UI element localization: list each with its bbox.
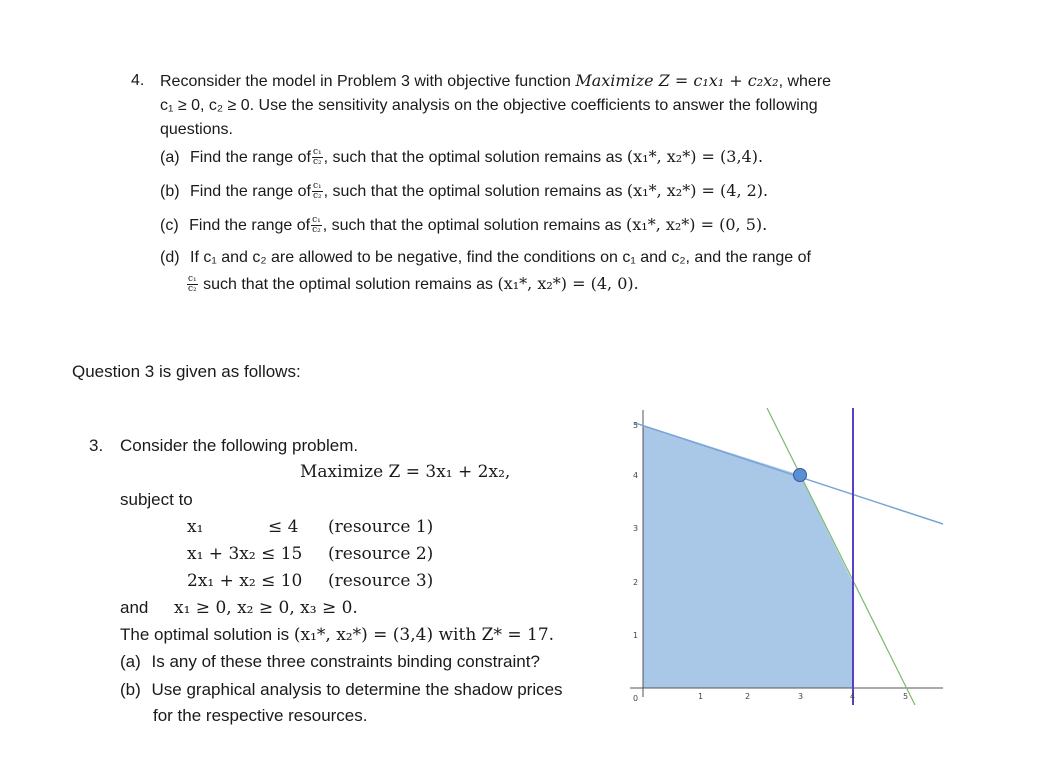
ratio-denominator: c₂	[312, 157, 322, 168]
y-tick-2: 2	[633, 578, 639, 587]
ratio-fraction	[187, 275, 198, 294]
ratio-numerator: c₁	[188, 274, 197, 285]
x-tick-1: 1	[698, 692, 704, 701]
problem4-part-a	[160, 147, 763, 168]
part-d-label: (d)	[160, 249, 180, 266]
y-tick-4: 4	[633, 471, 639, 480]
ratio-fraction	[312, 182, 323, 201]
problem4-part-d-line1	[160, 248, 811, 268]
x-tick-3: 3	[798, 692, 804, 701]
feasible-region	[643, 425, 853, 688]
problem3-and: and	[120, 598, 149, 617]
part-d-suffix: such that the optimal solution remains as	[203, 276, 494, 293]
optimal-point	[794, 469, 807, 482]
problem3-subject-to: subject to	[120, 490, 193, 509]
y-ticks	[633, 421, 638, 640]
constraint-1-label: (resource 1)	[328, 517, 434, 537]
question-b-text: Use graphical analysis to determine the shadow prices	[151, 680, 563, 699]
constraint-2-label: (resource 2)	[328, 544, 434, 564]
problem4-line2: c₁ ≥ 0, c₂ ≥ 0. Use the sensitivity analysis on the objective coefficients to answer the following	[160, 97, 818, 114]
constraint-3-lhs: 2x₁ + x₂ ≤ 10	[187, 571, 303, 591]
part-c-suffix: , such that the optimal solution remains as	[322, 217, 622, 234]
question-a-label: (a)	[120, 652, 141, 671]
part-d-solution: (x₁*, x₂*) = (4, 0).	[497, 274, 639, 293]
part-b-solution: (x₁*, x₂*) = (4, 2).	[626, 181, 769, 200]
ratio-fraction	[311, 216, 322, 235]
part-a-label: (a)	[160, 149, 180, 166]
ratio-fraction	[312, 148, 323, 167]
question-b-line2: for the respective resources.	[153, 706, 368, 725]
feasible-region-graph	[625, 405, 950, 710]
part-b-suffix: , such that the optimal solution remains as	[323, 183, 623, 200]
problem3-number: 3.	[89, 436, 104, 455]
ratio-numerator: c₁	[312, 215, 321, 226]
question-a-text: Is any of these three constraints binding constraint?	[151, 652, 540, 671]
question3-intro: Question 3 is given as follows:	[72, 362, 301, 381]
part-c-prefix: Find the range of	[189, 217, 311, 234]
y-tick-5: 5	[633, 421, 639, 430]
part-a-solution: (x₁*, x₂*) = (3,4).	[626, 147, 764, 166]
question-b-label: (b)	[120, 680, 141, 699]
problem4-line3: questions.	[160, 121, 233, 138]
part-a-prefix: Find the range of	[190, 149, 311, 166]
problem3-title: Consider the following problem.	[120, 436, 359, 455]
ratio-numerator: c₁	[312, 181, 322, 192]
problem4-part-b	[160, 181, 768, 202]
problem3-optimal	[120, 625, 554, 645]
constraint-1-rel: ≤ 4	[268, 517, 299, 537]
part-d-line1-text: If c₁ and c₂ are allowed to be negative, find the conditions on c₁ and c₂, and the range of	[190, 249, 811, 266]
constraint-3-label: (resource 3)	[328, 571, 434, 591]
x-ticks	[633, 692, 908, 703]
problem4-line1-text: Reconsider the model in Problem 3 with objective function	[160, 73, 571, 90]
y-tick-3: 3	[633, 524, 639, 533]
part-b-prefix: Find the range of	[190, 183, 311, 200]
part-b-label: (b)	[160, 183, 180, 200]
problem4-objective: Maximize Z = c₁x₁ + c₂x₂	[575, 71, 779, 90]
question-a	[120, 652, 540, 672]
problem3-nonneg: x₁ ≥ 0, x₂ ≥ 0, x₃ ≥ 0.	[174, 598, 358, 618]
constraint-1-lhs: x₁	[187, 517, 204, 537]
x-tick-0: 0	[633, 694, 639, 703]
x-tick-5: 5	[903, 692, 909, 701]
part-a-suffix: , such that the optimal solution remains as	[323, 149, 623, 166]
problem3-objective: Maximize Z = 3x₁ + 2x₂,	[300, 462, 511, 482]
x-tick-2: 2	[745, 692, 751, 701]
constraint-2-lhs: x₁ + 3x₂ ≤ 15	[187, 544, 303, 564]
problem4-where: , where	[778, 73, 832, 90]
ratio-numerator: c₁	[312, 147, 322, 158]
part-c-solution: (x₁*, x₂*) = (0, 5).	[626, 215, 768, 234]
y-tick-1: 1	[633, 631, 639, 640]
problem4-line1	[160, 71, 831, 92]
x-tick-4: 4	[850, 692, 856, 701]
question-b	[120, 680, 563, 700]
part-c-label: (c)	[160, 217, 179, 234]
ratio-denominator: c₂	[312, 225, 321, 236]
ratio-denominator: c₂	[312, 191, 322, 202]
optimal-math: (x₁*, x₂*) = (3,4) with Z* = 17.	[293, 625, 555, 645]
problem4-part-c	[160, 215, 767, 236]
optimal-prefix: The optimal solution is	[120, 625, 290, 644]
problem4-part-d-line2	[186, 274, 639, 295]
problem4-number: 4.	[131, 72, 145, 89]
ratio-denominator: c₂	[188, 284, 197, 295]
